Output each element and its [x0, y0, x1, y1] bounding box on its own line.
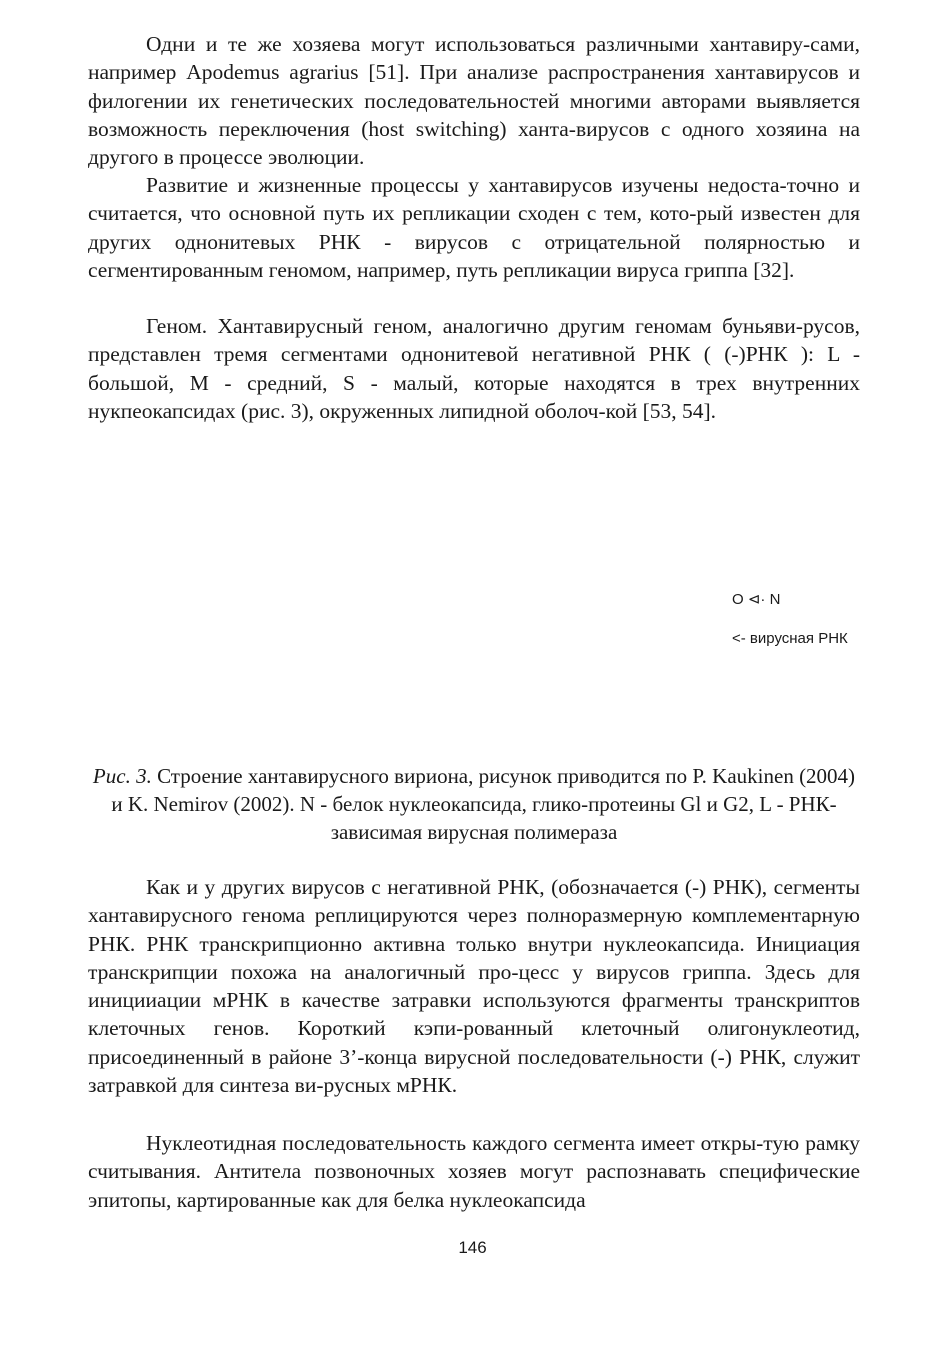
- paragraph-genome: Геном. Хантавирусный геном, аналогично другим геномам буньяви-русов, представлен тремя сегментами однонитевой негативной РНК ( (-)РНК ): L - большой, M - средний, S - малый, которые находятся в трех внутренних нукпеокапсидах (рис. 3), окруженных липидной оболоч-кой [53, 54].: [88, 314, 860, 423]
- page-number: 146: [458, 1238, 487, 1257]
- caption-lead: Рис. 3.: [92, 764, 152, 788]
- paragraph-transcription: Как и у других вирусов с негативной РНК, (обозначается (-) РНК), сегменты хантавирусного генома реплицируются через полноразмерную комплементарную РНК. РНК транскрипционно активна только внутри нуклеокапсида. Инициация транскрипции похожа на аналогичный про-цесс у вирусов гриппа. Здесь для иницииации мРНК в качестве затравки используются фрагменты транскриптов клеточных генов. Короткий кэпи-рованный клеточный олигонуклеотид, присоединенный в районе 3’-конца вирусной последовательности (-) РНК, служит затравкой для синтеза ви-русных мРНК.: [88, 875, 860, 1098]
- paragraph-reading-frame: Нуклеотидная последовательность каждого сегмента имеет откры-тую рамку считывания. Антитела позвоночных хозяев могут распознавать специфические эпитопы, картированные как для белка нуклеокапсида: [88, 1131, 860, 1212]
- figure-virion: [88, 460, 868, 750]
- figure-caption: [88, 762, 860, 846]
- figure-label-nucleocapsid: O ⊲· N: [732, 591, 781, 608]
- figure-label-viral-rna: <- вирусная РНК: [732, 630, 848, 647]
- paragraph-replication: Развитие и жизненные процессы у хантавирусов изучены недоста-точно и считается, что основной путь их репликации сходен с тем, кото-рый известен для других однонитевых РНК - вирусов с отрицательной полярностью и сегментированным геномом, например, путь репликации вируса гриппа [32].: [88, 173, 860, 282]
- paragraph-hosts: Одни и те же хозяева могут использоваться различными хантавиру-сами, например Apodemus agrarius [51]. При анализе распространения хантавирусов и филогении их генетических последовательностей многими авторами выявляется возможность переключения (host switching) ханта-вирусов с одного хозяина на другого в процессе эволюции.: [88, 32, 860, 170]
- caption-text: Строение хантавирусного вириона, рисунок приводится по P. Kaukinen (2004) и K. Nemirov (2002). N - белок нуклеокапсида, глико-протеины Gl и G2, L - РНК-зависимая вирусная полимераза: [111, 764, 856, 844]
